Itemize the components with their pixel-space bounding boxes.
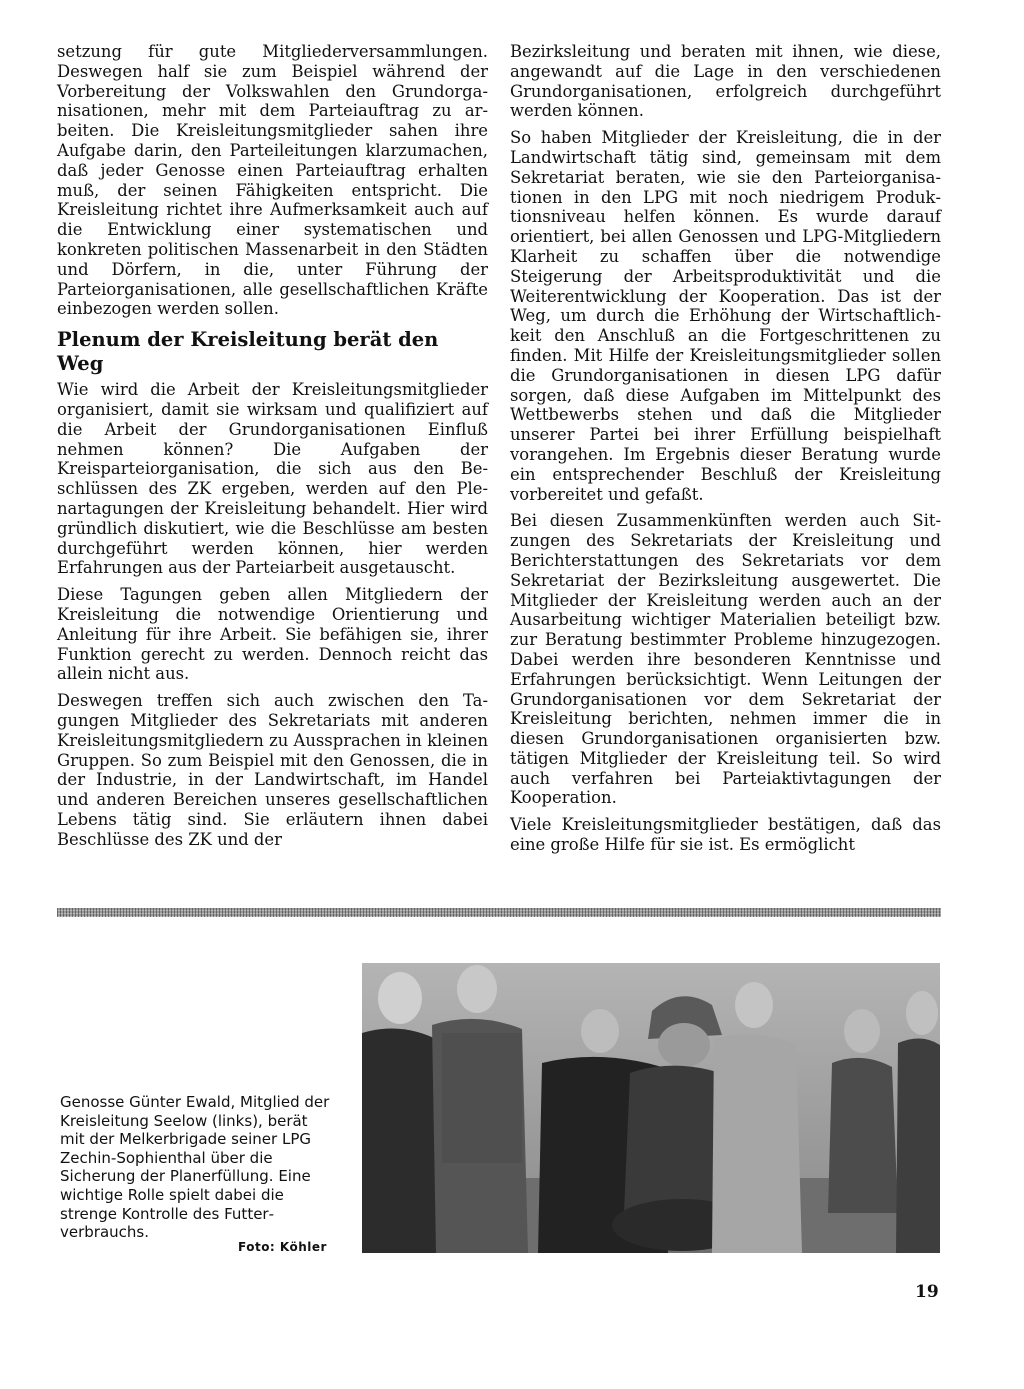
right-column — [510, 42, 941, 862]
page-number: 19 — [915, 1282, 939, 1302]
section-heading: Plenum der Kreisleitung berät den Weg — [57, 328, 439, 376]
left-paragraph-1: setzung für gute Mitgliederversammlungen. Deswegen half sie zum Beispiel während der Vorbereitung der Volkswahlen den Grundorganisationen, mehr mit dem Parteiauftrag zu arbeiten. Die Kreisleitungsmitglieder sahen ihre Aufgabe darin, den Parteileitungen klarzumachen, daß jeder Genosse einen Parteiauftrag erhalten muß, der seinen Fähigkeiten entspricht. Die Kreisleitung richtet ihre Aufmerksamkeit auch auf die Entwicklung einer systematischen und konkreten politischen Massenarbeit in den Städten und Dörfern, in die, unter Führung der Parteiorganisationen, alle gesellschaftlichen Kräfte einbezogen werden sollen. — [57, 42, 488, 319]
left-paragraph-4: Deswegen treffen sich auch zwischen den Tagungen Mitglieder des Sekretariats mit anderen Kreisleitungsmitgliedern zu Aussprachen in kleinen Gruppen. So zum Beispiel mit den Genossen, die in der Industrie, in der Landwirtschaft, im Handel und anderen Bereichen unseres gesellschaftlichen Lebens tätig sind. Sie erläutern ihnen dabei Beschlüsse des ZK und der — [57, 691, 488, 849]
right-paragraph-2: So haben Mitglieder der Kreisleitung, die in der Landwirtschaft tätig sind, gemeinsam mit dem Sekretariat beraten, wie sie den Parteiorganisationen in den LPG mit noch niedrigem Produktionsniveau helfen können. Es wurde darauf orientiert, bei allen Genossen und LPG-Mitgliedern Klarheit zu schaffen über die notwendige Steigerung der Arbeitsproduktivität und die Weiterentwicklung der Kooperation. Das ist der Weg, um durch die Erhöhung der Wirtschaftlichkeit den Anschluß an die Fortgeschrittenen zu finden. Mit Hilfe der Kreisleitungsmitglieder sollen die Grundorganisationen in diesen LPG dafür sorgen, daß diese Aufgaben im Mittelpunkt des Wettbewerbs stehen und daß die Mitglieder unserer Partei bei ihrer Erfüllung beispielhaft vorangehen. Im Ergebnis dieser Beratung wurde ein entsprechender Beschluß der Kreisleitung vorbereitet und gefaßt. — [510, 128, 941, 504]
left-column — [57, 42, 488, 856]
right-paragraph-1: Bezirksleitung und beraten mit ihnen, wie diese, angewandt auf die Lage in den verschiedenen Grundorganisationen, erfolgreich durchgeführt werden können. — [510, 42, 941, 121]
photo-melker-brigade — [362, 963, 940, 1253]
left-paragraph-2: Wie wird die Arbeit der Kreisleitungsmitglieder organisiert, damit sie wirksam und qualifiziert auf die Arbeit der Grundorganisationen Einfluß nehmen können? Die Aufgaben der Kreisparteiorganisation, die sich aus den Beschlüssen des ZK ergeben, werden auf den Plenartagungen der Kreisleitung behandelt. Hier wird gründlich diskutiert, wie die Beschlüsse am besten durchgeführt werden können, hier werden Erfahrungen aus der Parteiarbeit ausgetauscht. — [57, 380, 488, 578]
photo-credit: Foto: Köhler — [238, 1240, 327, 1254]
right-paragraph-3: Bei diesen Zusammenkünften werden auch Sitzungen des Sekretariats der Kreisleitung und Berichterstattungen des Sekretariats vor dem Sekretariat der Bezirksleitung ausgewertet. Die Mitglieder der Kreisleitung werden auch an der Ausarbeitung wichtiger Materialien beteiligt bzw. zur Beratung bestimmter Probleme hinzugezogen. Dabei werden ihre besonderen Kenntnisse und Erfahrungen berücksichtigt. Wenn Leitungen der Grundorganisationen vor dem Sekretariat der Kreisleitung berichten, nehmen immer die in diesen Grundorganisationen organisierten bzw. tätigen Mitglieder der Kreisleitung teil. So wird auch verfahren bei Parteiaktivtagungen der Kooperation. — [510, 511, 941, 808]
halftone-divider — [57, 908, 941, 917]
photo-caption: Genosse Günter Ewald, Mitglied der Kreisleitung Seelow (links), berät mit der Melkerbrigade seiner LPG Zechin-Sophienthal über die Sicherung der Planerfüllung. Eine wichtige Rolle spielt dabei die strenge Kontrolle des Futterverbrauchs. — [60, 1093, 330, 1242]
right-paragraph-4: Viele Kreisleitungsmitglieder bestätigen, daß das eine große Hilfe für sie ist. Es ermöglicht — [510, 815, 941, 855]
left-paragraph-3: Diese Tagungen geben allen Mitgliedern der Kreisleitung die notwendige Orientierung und Anleitung für ihre Arbeit. Sie befähigen sie, ihrer Funktion gerecht zu werden. Dennoch reicht das allein nicht aus. — [57, 585, 488, 684]
